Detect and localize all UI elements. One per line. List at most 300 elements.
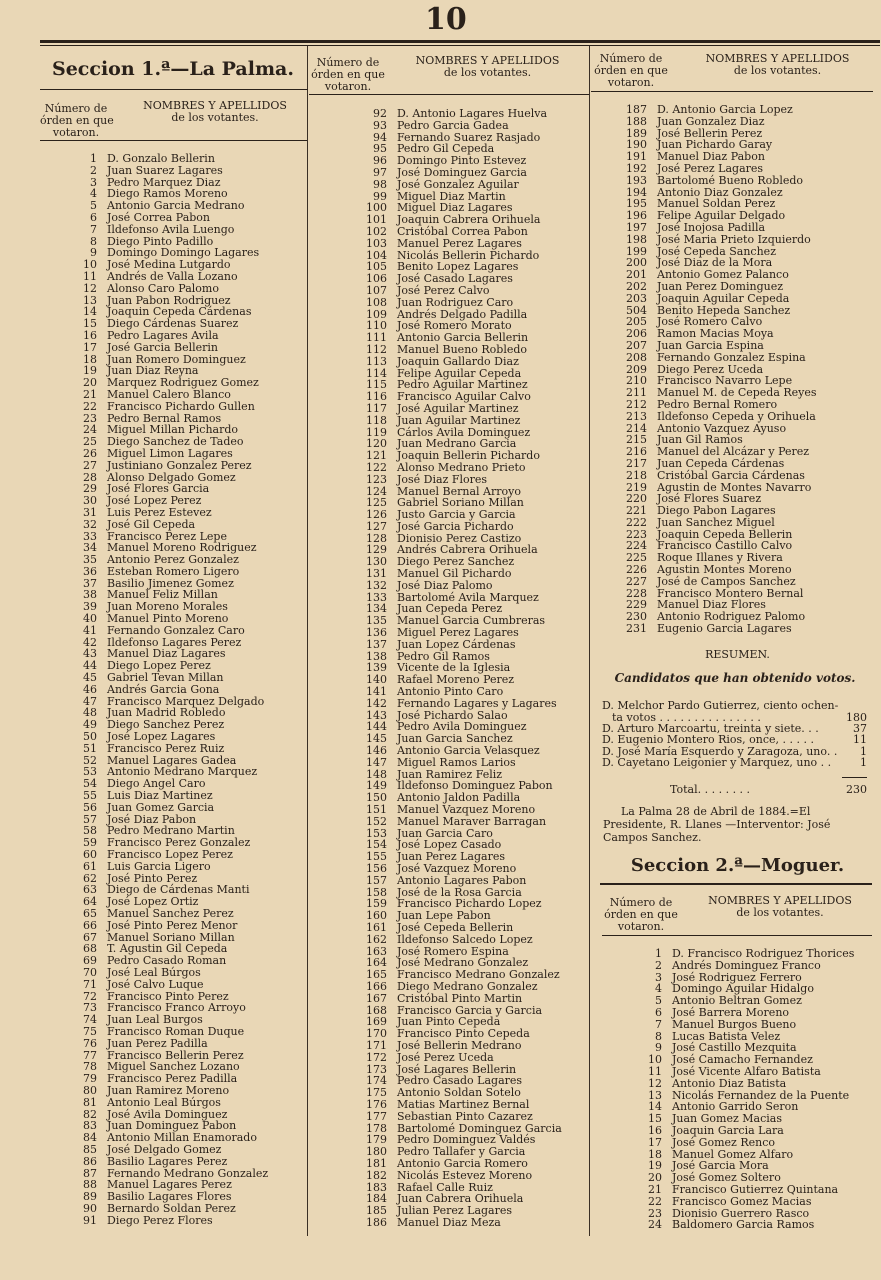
voter-name: José de Campos Sanchez bbox=[657, 574, 796, 588]
voter-number: 504 bbox=[626, 303, 647, 317]
voter-number: 188 bbox=[626, 114, 647, 128]
voter-number: 191 bbox=[626, 150, 647, 164]
voter-number: 117 bbox=[366, 401, 387, 415]
list-item bbox=[48, 1097, 268, 1109]
voter-name: Manuel Soldan Perez bbox=[657, 197, 776, 211]
voter-number: 97 bbox=[373, 165, 387, 179]
voter-name: Juan Cabrera Orihuela bbox=[397, 1192, 524, 1206]
voter-number: 152 bbox=[366, 814, 387, 828]
list-item bbox=[330, 238, 562, 250]
voter-number: 19 bbox=[83, 364, 97, 378]
voter-number: 14 bbox=[83, 305, 97, 319]
voter-number: 111 bbox=[366, 331, 387, 345]
voter-name: Marquez Rodriguez Gomez bbox=[107, 376, 259, 390]
voter-name: José Casado Lagares bbox=[397, 272, 513, 286]
list-item bbox=[48, 625, 268, 637]
voter-name: Antonio Gomez Palanco bbox=[657, 268, 789, 282]
list-item bbox=[330, 356, 562, 368]
list-item bbox=[48, 519, 268, 531]
section2-header-rule bbox=[602, 935, 872, 936]
voter-name: Antonio Medrano Marquez bbox=[107, 765, 258, 779]
voter-name: Francisco Garcia y Garcia bbox=[397, 1003, 543, 1017]
voter-name: Juan Lopez Cárdenas bbox=[397, 637, 516, 651]
voter-name: Manuel Gil Pichardo bbox=[397, 567, 512, 581]
voter-number: 174 bbox=[366, 1074, 387, 1088]
voter-number: 214 bbox=[626, 421, 647, 435]
voter-number: 118 bbox=[366, 413, 387, 427]
voter-name: José Maria Prieto Izquierdo bbox=[657, 232, 811, 246]
voter-number: 72 bbox=[83, 989, 97, 1003]
voter-name: D. Francisco Rodriguez Thorices bbox=[672, 947, 855, 960]
voter-name: José Avila Dominguez bbox=[107, 1107, 228, 1121]
voter-name: Benito Lopez Lagares bbox=[397, 260, 519, 274]
voter-number: 27 bbox=[83, 458, 97, 472]
voter-name: D. Gonzalo Bellerin bbox=[107, 152, 215, 165]
voter-name: José Romero Calvo bbox=[657, 315, 763, 329]
voter-name: Gabriel Soriano Millan bbox=[397, 496, 524, 510]
voter-number: 106 bbox=[366, 272, 387, 286]
voter-number: 101 bbox=[366, 213, 387, 227]
voter-number: 45 bbox=[83, 671, 97, 685]
voter-number: 9 bbox=[655, 1041, 662, 1055]
list-item bbox=[48, 330, 268, 342]
voter-number: 75 bbox=[83, 1024, 97, 1038]
voter-name: Joaquin Cepeda Bellerin bbox=[657, 527, 793, 541]
list-item bbox=[48, 212, 268, 224]
voter-name: Juan Dominguez Pabon bbox=[107, 1119, 237, 1133]
voter-name: Dionisio Guerrero Rasco bbox=[672, 1206, 810, 1220]
list-item bbox=[330, 934, 562, 946]
list-item bbox=[330, 1158, 562, 1170]
voter-name: José Correa Pabon bbox=[107, 210, 211, 224]
voter-number: 143 bbox=[366, 708, 387, 722]
list-item bbox=[330, 993, 562, 1005]
voter-name: Ramon Macias Moya bbox=[657, 327, 774, 341]
list-item bbox=[612, 470, 817, 482]
voter-name: José Inojosa Padilla bbox=[657, 220, 766, 234]
list-item bbox=[330, 1040, 562, 1052]
voter-number: 154 bbox=[366, 838, 387, 852]
list-item bbox=[330, 167, 562, 179]
voter-name: José Bellerin Medrano bbox=[397, 1038, 522, 1052]
voter-name: Francisco Perez Gonzalez bbox=[107, 836, 251, 850]
voter-name: José Lopez Perez bbox=[107, 494, 202, 508]
top-rule-thin bbox=[40, 45, 880, 46]
voter-name: José Aguilar Martinez bbox=[397, 401, 519, 415]
voter-name: T. Agustin Gil Cepeda bbox=[107, 942, 228, 956]
voter-name: Francisco Medrano Gonzalez bbox=[397, 968, 560, 982]
voter-number: 42 bbox=[83, 635, 97, 649]
voter-name: Nicolás Fernandez de la Puente bbox=[672, 1088, 850, 1102]
voter-name: Alonso Delgado Gomez bbox=[107, 470, 236, 484]
voter-number: 125 bbox=[366, 496, 387, 510]
voter-name: José Diaz Flores bbox=[397, 472, 488, 486]
voter-name: Pedro Aguilar Martinez bbox=[397, 378, 528, 392]
voter-number: 37 bbox=[83, 576, 97, 590]
voter-number: 76 bbox=[83, 1036, 97, 1050]
voter-number: 10 bbox=[83, 258, 97, 272]
voter-name: Domingo Domingo Lagares bbox=[107, 246, 260, 260]
voter-number: 82 bbox=[83, 1107, 97, 1121]
voter-number: 4 bbox=[90, 187, 97, 201]
voter-name: José Flores Suarez bbox=[657, 492, 762, 506]
voter-name: Juan Perez Padilla bbox=[107, 1036, 208, 1050]
voter-number: 6 bbox=[655, 1005, 662, 1019]
voter-number: 7 bbox=[655, 1017, 662, 1031]
voter-number: 110 bbox=[366, 319, 387, 333]
voter-name: Antonio Lagares Pabon bbox=[397, 873, 527, 887]
top-rule bbox=[40, 40, 880, 43]
voter-number: 86 bbox=[83, 1154, 97, 1168]
voter-number: 67 bbox=[83, 930, 97, 944]
voter-name: José Perez Lagares bbox=[657, 161, 764, 175]
voter-number: 137 bbox=[366, 637, 387, 651]
list-item bbox=[48, 1203, 268, 1215]
voter-name: Francisco Perez Lepe bbox=[107, 529, 227, 543]
voter-name: Miguel Ramos Larios bbox=[397, 755, 516, 769]
list-item bbox=[330, 462, 562, 474]
voter-number: 12 bbox=[83, 281, 97, 295]
voter-number: 142 bbox=[366, 696, 387, 710]
voter-name: José Medrano Gonzalez bbox=[397, 956, 529, 970]
voter-number: 194 bbox=[626, 185, 647, 199]
voter-name: Juan Pabon Rodriguez bbox=[107, 293, 231, 307]
list-item bbox=[612, 222, 817, 234]
voter-name: Joaquin Garcia Lara bbox=[672, 1123, 784, 1137]
voter-number: 157 bbox=[366, 873, 387, 887]
voter-number: 182 bbox=[366, 1168, 387, 1182]
voter-name: Domingo Pinto Estevez bbox=[397, 154, 527, 168]
voter-number: 30 bbox=[83, 494, 97, 508]
voter-number: 149 bbox=[366, 779, 387, 793]
voter-list-col2 bbox=[330, 108, 562, 1229]
list-item bbox=[48, 283, 268, 295]
candidate-votes: 180 bbox=[846, 711, 867, 724]
voter-name: Juan Gil Ramos bbox=[657, 433, 743, 447]
voter-number: 38 bbox=[83, 588, 97, 602]
voter-number: 222 bbox=[626, 515, 647, 529]
list-item bbox=[612, 163, 817, 175]
voter-number: 8 bbox=[655, 1029, 662, 1043]
voter-name: Pedro Casado Lagares bbox=[397, 1074, 523, 1088]
voter-number: 183 bbox=[366, 1180, 387, 1194]
voter-number: 36 bbox=[83, 564, 97, 578]
voter-number: 151 bbox=[366, 803, 387, 817]
voter-number: 20 bbox=[648, 1171, 662, 1185]
voter-name: Rafael Calle Ruiz bbox=[397, 1180, 493, 1194]
voter-number: 6 bbox=[90, 210, 97, 224]
voter-number: 139 bbox=[366, 661, 387, 675]
voter-name: Manuel Calero Blanco bbox=[107, 387, 231, 401]
candidate-text: D. Melchor Pardo Gutierrez, ciento ochen- bbox=[602, 699, 839, 712]
list-item bbox=[612, 175, 817, 187]
voter-name: Miguel Diaz Martin bbox=[397, 189, 506, 203]
voter-number: 159 bbox=[366, 897, 387, 911]
list-item bbox=[610, 1066, 854, 1078]
voter-number: 1 bbox=[90, 152, 97, 165]
voter-name: Manuel Lagares Perez bbox=[107, 1178, 232, 1192]
voter-name: Matias Martinez Bernal bbox=[397, 1097, 530, 1111]
voter-name: Juan Gonzalez Diaz bbox=[657, 114, 765, 128]
list-item bbox=[48, 1038, 268, 1050]
voter-number: 163 bbox=[366, 944, 387, 958]
voter-number: 48 bbox=[83, 706, 97, 720]
voter-number: 140 bbox=[366, 673, 387, 687]
voter-name: Francisco Lopez Perez bbox=[107, 848, 233, 862]
voter-number: 228 bbox=[626, 586, 647, 600]
total-rule bbox=[842, 777, 867, 778]
voter-number: 168 bbox=[366, 1003, 387, 1017]
col2-header-name: NOMBRES Y APELLIDOS de los votantes. bbox=[415, 54, 560, 79]
voter-name: Miguel Millan Pichardo bbox=[107, 423, 239, 437]
voter-name: Francisco Pinto Perez bbox=[107, 989, 229, 1003]
voter-number: 69 bbox=[83, 954, 97, 968]
voter-number: 44 bbox=[83, 659, 97, 673]
list-item bbox=[330, 981, 562, 993]
voter-number: 88 bbox=[83, 1178, 97, 1192]
voter-number: 96 bbox=[373, 154, 387, 168]
voter-number: 10 bbox=[648, 1053, 662, 1067]
list-item bbox=[48, 1085, 268, 1097]
voter-number: 59 bbox=[83, 836, 97, 850]
voter-number: 24 bbox=[83, 423, 97, 437]
list-item bbox=[330, 120, 562, 132]
voter-number: 91 bbox=[83, 1213, 97, 1227]
list-item bbox=[330, 179, 562, 191]
list-item bbox=[330, 403, 562, 415]
voter-name: Felipe Aguilar Cepeda bbox=[397, 366, 522, 380]
voter-number: 34 bbox=[83, 541, 97, 555]
voter-name: José Barrera Moreno bbox=[672, 1005, 790, 1019]
voter-number: 162 bbox=[366, 932, 387, 946]
voter-number: 209 bbox=[626, 362, 647, 376]
voter-number: 99 bbox=[373, 189, 387, 203]
voter-number: 7 bbox=[90, 222, 97, 236]
voter-number: 2 bbox=[655, 958, 662, 972]
voter-number: 126 bbox=[366, 508, 387, 522]
voter-name: Andrés Dominguez Franco bbox=[672, 958, 821, 972]
voter-name: Antonio Garcia Medrano bbox=[107, 199, 245, 213]
voter-name: José Gil Cepeda bbox=[107, 517, 196, 531]
voter-name: José Gomez Soltero bbox=[672, 1171, 781, 1185]
voter-name: José Pinto Perez Menor bbox=[107, 918, 238, 932]
voter-name: José Flores Garcia bbox=[107, 482, 210, 496]
voter-name: José Perez Uceda bbox=[397, 1050, 494, 1064]
voter-number: 61 bbox=[83, 859, 97, 873]
voter-name: Juan Gomez Macias bbox=[672, 1112, 782, 1126]
voter-name: Domingo Aguilar Hidalgo bbox=[672, 982, 814, 996]
voter-number: 128 bbox=[366, 531, 387, 545]
voter-number: 170 bbox=[366, 1027, 387, 1041]
voter-name: José Cepeda Sanchez bbox=[657, 244, 776, 258]
voter-name: Antonio Perez Gonzalez bbox=[107, 553, 239, 567]
voter-name: José Lopez Lagares bbox=[107, 730, 216, 744]
voter-name: Joaquin Aguilar Cepeda bbox=[657, 291, 790, 305]
voter-number: 227 bbox=[626, 574, 647, 588]
voter-number: 32 bbox=[83, 517, 97, 531]
list-item bbox=[48, 507, 268, 519]
voter-name: Joaquin Cabrera Orihuela bbox=[397, 213, 541, 227]
voter-name: Francisco Perez Padilla bbox=[107, 1072, 238, 1086]
voter-name: Luis Perez Estevez bbox=[107, 505, 212, 519]
voter-name: Diego Cárdenas Suarez bbox=[107, 317, 239, 331]
voter-number: 185 bbox=[366, 1204, 387, 1218]
voter-name: Juan Medrano Garcia bbox=[397, 437, 517, 451]
voter-name: Joaquin Cepeda Cárdenas bbox=[107, 305, 252, 319]
voter-name: Juan Garcia Caro bbox=[397, 826, 493, 840]
voter-name: Basilio Jimenez Gomez bbox=[107, 576, 234, 590]
candidates-title: Candidatos que han obtenido votos. bbox=[614, 671, 856, 685]
voter-name: Justiniano Gonzalez Perez bbox=[107, 458, 252, 472]
voter-name: Agustin de Montes Navarro bbox=[657, 480, 812, 494]
voter-name: Juan Madrid Robledo bbox=[107, 706, 226, 720]
list-item bbox=[330, 285, 562, 297]
voter-name: José Bellerin Perez bbox=[657, 126, 763, 140]
candidate-text: D. Cayetano Leigonier y Marquez, uno . . bbox=[602, 756, 832, 769]
voter-number: 189 bbox=[626, 126, 647, 140]
voter-number: 17 bbox=[83, 340, 97, 354]
voter-name: Cristóbal Pinto Martin bbox=[397, 991, 523, 1005]
list-item bbox=[48, 448, 268, 460]
voter-name: Ildefonso Dominguez Pabon bbox=[397, 779, 553, 793]
voter-number: 40 bbox=[83, 612, 97, 626]
voter-number: 192 bbox=[626, 161, 647, 175]
voter-number: 16 bbox=[648, 1123, 662, 1137]
voter-name: José Garcia Mora bbox=[672, 1159, 769, 1173]
voter-name: Pedro Tallafer y Garcia bbox=[397, 1145, 526, 1159]
voter-name: Vicente de la Iglesia bbox=[397, 661, 511, 675]
voter-number: 19 bbox=[648, 1159, 662, 1173]
voter-name: Pedro Avila Dominguez bbox=[397, 720, 527, 734]
list-item bbox=[48, 460, 268, 472]
voter-name: Pedro Garcia Gadea bbox=[397, 118, 509, 132]
col1-header-num: Número de órden en que votaron. bbox=[40, 102, 114, 139]
list-item bbox=[330, 1217, 562, 1229]
voter-list-col1 bbox=[48, 153, 268, 1227]
list-item bbox=[330, 875, 562, 887]
voter-number: 127 bbox=[366, 519, 387, 533]
voter-number: 74 bbox=[83, 1013, 97, 1027]
voter-name: Manuel Soriano Millan bbox=[107, 930, 235, 944]
voter-number: 208 bbox=[626, 350, 647, 364]
list-item bbox=[330, 816, 562, 828]
voter-number: 199 bbox=[626, 244, 647, 258]
list-item bbox=[330, 1052, 562, 1064]
voter-name: Juan Ramirez Feliz bbox=[397, 767, 503, 781]
voter-name: Antonio Garrido Seron bbox=[672, 1100, 799, 1114]
list-item bbox=[48, 1156, 268, 1168]
section2-title: Seccion 2.ª—Moguer. bbox=[630, 855, 845, 876]
candidate-text: D. José María Esquerdo y Zaragoza, uno. . bbox=[602, 745, 838, 758]
total-value: 230 bbox=[846, 783, 867, 796]
col2-header-num: Número de órden en que votaron. bbox=[311, 56, 385, 93]
voter-name: Dionisio Perez Castizo bbox=[397, 531, 522, 545]
voter-number: 217 bbox=[626, 456, 647, 470]
list-item bbox=[48, 342, 268, 354]
voter-name: Nicolás Bellerin Pichardo bbox=[397, 248, 540, 262]
voter-number: 84 bbox=[83, 1131, 97, 1145]
voter-number: 218 bbox=[626, 468, 647, 482]
voter-name: Alonso Caro Palomo bbox=[107, 281, 219, 295]
voter-number: 5 bbox=[655, 994, 662, 1008]
voter-number: 12 bbox=[648, 1076, 662, 1090]
voter-number: 225 bbox=[626, 551, 647, 565]
voter-name: Juan Rodriguez Caro bbox=[397, 295, 514, 309]
list-item bbox=[330, 639, 562, 651]
list-item bbox=[48, 1026, 268, 1038]
voter-number: 39 bbox=[83, 600, 97, 614]
voter-name: José Perez Calvo bbox=[397, 283, 490, 297]
voter-number: 120 bbox=[366, 437, 387, 451]
voter-name: Antonio Beltran Gomez bbox=[672, 994, 802, 1008]
voter-number: 211 bbox=[626, 386, 647, 400]
voter-number: 98 bbox=[373, 177, 387, 191]
voter-name: Bartolomé Avila Marquez bbox=[397, 590, 539, 604]
voter-number: 203 bbox=[626, 291, 647, 305]
voter-name: Nicolás Estevez Moreno bbox=[397, 1168, 533, 1182]
voter-name: Bartolomé Bueno Robledo bbox=[657, 173, 804, 187]
voter-name: Diego Perez Uceda bbox=[657, 362, 764, 376]
voter-number: 24 bbox=[648, 1218, 662, 1232]
voter-name: Joaquin Gallardo Diaz bbox=[397, 354, 519, 368]
voter-name: Sebastian Pinto Cazarez bbox=[397, 1109, 533, 1123]
section1-title: Seccion 1.ª—La Palma. bbox=[52, 58, 294, 80]
voter-name: Manuel Moreno Rodriguez bbox=[107, 541, 257, 555]
voter-number: 180 bbox=[366, 1145, 387, 1159]
voter-number: 196 bbox=[626, 209, 647, 223]
voter-number: 2 bbox=[90, 163, 97, 177]
voter-number: 21 bbox=[83, 387, 97, 401]
voter-name: Antonio Soldan Sotelo bbox=[397, 1086, 521, 1100]
voter-name: Juan Diaz Reyna bbox=[107, 364, 199, 378]
voter-name: Diego de Cárdenas Manti bbox=[107, 883, 250, 897]
voter-number: 109 bbox=[366, 307, 387, 321]
voter-number: 223 bbox=[626, 527, 647, 541]
voter-number: 215 bbox=[626, 433, 647, 447]
voter-number: 78 bbox=[83, 1060, 97, 1074]
voter-number: 212 bbox=[626, 397, 647, 411]
voter-name: Francisco Bellerin Perez bbox=[107, 1048, 244, 1062]
voter-name: Fernando Lagares y Lagares bbox=[397, 696, 557, 710]
voter-name: Andrés de Valla Lozano bbox=[107, 269, 238, 283]
voter-name: Antonio Leal Búrgos bbox=[107, 1095, 221, 1109]
voter-name: Diego Sanchez Perez bbox=[107, 718, 225, 732]
voter-name: Juan Perez Dominguez bbox=[657, 279, 784, 293]
voter-name: Ildefonso Cepeda y Orihuela bbox=[657, 409, 816, 423]
candidate-votes: 1 bbox=[860, 756, 867, 769]
voter-number: 171 bbox=[366, 1038, 387, 1052]
voter-name: Joaquin Bellerin Pichardo bbox=[397, 449, 540, 463]
voter-number: 95 bbox=[373, 142, 387, 156]
list-item bbox=[610, 1019, 854, 1031]
voter-name: Manuel Perez Lagares bbox=[397, 236, 522, 250]
col3-header-rule bbox=[591, 91, 873, 92]
list-item bbox=[610, 1137, 854, 1149]
voter-number: 210 bbox=[626, 374, 647, 388]
voter-number: 216 bbox=[626, 445, 647, 459]
voter-number: 29 bbox=[83, 482, 97, 496]
voter-name: Pedro Casado Roman bbox=[107, 954, 227, 968]
voter-number: 103 bbox=[366, 236, 387, 250]
list-item bbox=[48, 1215, 268, 1227]
voter-number: 56 bbox=[83, 800, 97, 814]
voter-number: 21 bbox=[648, 1182, 662, 1196]
voter-name: Diego Medrano Gonzalez bbox=[397, 979, 538, 993]
voter-name: Juan Sanchez Miguel bbox=[657, 515, 775, 529]
voter-name: Agustin Montes Moreno bbox=[657, 563, 792, 577]
voter-number: 54 bbox=[83, 777, 97, 791]
voter-name: Benito Hepeda Sanchez bbox=[657, 303, 791, 317]
